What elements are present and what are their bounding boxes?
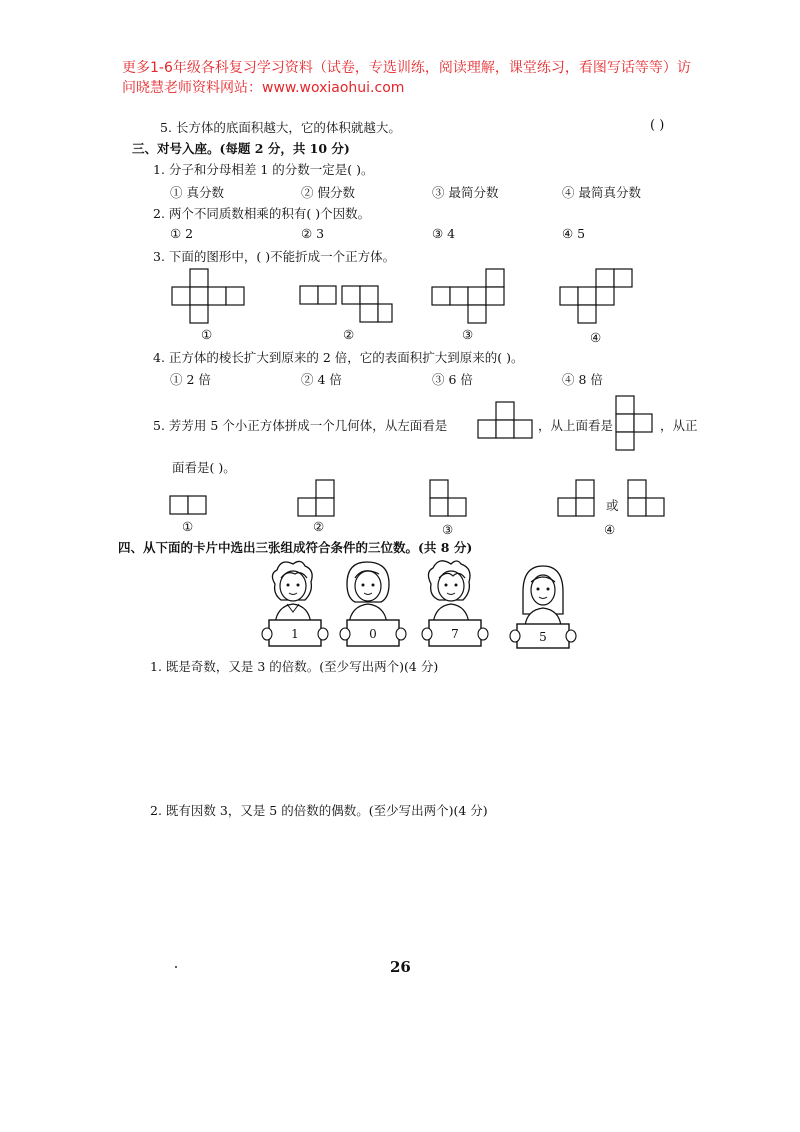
q5-option-4b-figure: [626, 478, 670, 520]
number-card-2: [340, 620, 406, 646]
q5-label-4: ④: [604, 522, 616, 537]
card-4-digit: 5: [539, 630, 547, 644]
s4-q1-text: 1. 既是奇数，又是 3 的倍数。(至少写出两个)(4 分): [150, 659, 439, 674]
child-3-figure: [428, 561, 470, 624]
q2-option-4: ④ 5: [562, 226, 586, 241]
q2-text: 2. 两个不同质数相乘的积有( )个因数。: [153, 206, 371, 221]
q5-text-b: ，从上面看是: [538, 418, 614, 433]
number-card-1: [262, 620, 328, 646]
q1-text: 1. 分子和分母相差 1 的分数一定是( )。: [153, 162, 374, 177]
q5-option-1-figure: [168, 494, 212, 518]
top-view-figure: [614, 394, 660, 456]
q4-option-1: ① 2 倍: [170, 372, 211, 387]
card-1-digit: 1: [291, 627, 299, 641]
q2-option-1: ① 2: [170, 226, 194, 241]
q5-text-d: 面看是( )。: [172, 460, 236, 475]
q3-label-1: ①: [201, 327, 213, 342]
q1-option-1: ① 真分数: [170, 185, 224, 200]
cube-net-1: [168, 268, 252, 324]
number-card-4: [510, 624, 576, 648]
q5-option-3-figure: [428, 478, 472, 520]
section-3-title: 三、对号入座。(每题 2 分，共 10 分): [132, 141, 350, 156]
q1-option-3: ③ 最简分数: [432, 185, 499, 200]
cube-net-4: [556, 268, 640, 332]
q4-option-4: ④ 8 倍: [562, 372, 603, 387]
cube-net-3: [428, 268, 512, 324]
website-banner: 更多1-6年级各科复习学习资料（试卷，专选训练，阅读理解，课堂练习，看图写话等等）访问晓慧老师资料网站：www.woxiaohui.com: [122, 60, 691, 96]
card-3-digit: 7: [451, 627, 459, 641]
q5-option-2-figure: [296, 478, 340, 520]
q5-label-2: ②: [313, 519, 325, 534]
q3-text: 3. 下面的图形中，( )不能折成一个正方体。: [153, 249, 396, 264]
judgement-answer-paren[interactable]: ( ): [650, 118, 665, 133]
cube-net-2: [298, 284, 396, 326]
section-4-title: 四、从下面的卡片中选出三张组成符合条件的三位数。(共 8 分): [118, 540, 473, 555]
q5-text-c: ，从正: [660, 418, 698, 433]
q3-label-3: ③: [462, 327, 474, 342]
q3-label-4: ④: [590, 330, 602, 345]
q2-option-2: ② 3: [301, 226, 325, 241]
q4-option-2: ② 4 倍: [301, 372, 342, 387]
scan-speck: [175, 966, 177, 968]
number-card-3: [422, 620, 488, 646]
q2-option-3: ③ 4: [432, 226, 456, 241]
q1-option-2: ② 假分数: [301, 185, 355, 200]
q3-label-2: ②: [343, 327, 355, 342]
judgement-item-5: 5. 长方体的底面积越大，它的体积就越大。: [160, 120, 401, 135]
q4-option-3: ③ 6 倍: [432, 372, 473, 387]
child-2-figure: [347, 562, 389, 624]
q5-option-4a-figure: [556, 478, 600, 520]
card-2-digit: 0: [369, 627, 377, 641]
page-number: 26: [390, 958, 411, 976]
q5-label-3: ③: [442, 522, 454, 537]
q4-text: 4. 正方体的棱长扩大到原来的 2 倍，它的表面积扩大到原来的( )。: [153, 350, 524, 365]
q5-label-1: ①: [182, 519, 194, 534]
s4-q2-text: 2. 既有因数 3，又是 5 的倍数的偶数。(至少写出两个)(4 分): [150, 803, 488, 818]
child-4-figure: [523, 566, 563, 626]
q1-option-4: ④ 最简真分数: [562, 185, 641, 200]
q5-or-word: 或: [606, 498, 619, 513]
child-1-figure: [272, 561, 312, 624]
left-view-figure: [476, 400, 538, 442]
children-with-cards-illustration: [255, 556, 595, 658]
q5-text-a: 5. 芳芳用 5 个小正方体拼成一个几何体，从左面看是: [153, 418, 448, 433]
